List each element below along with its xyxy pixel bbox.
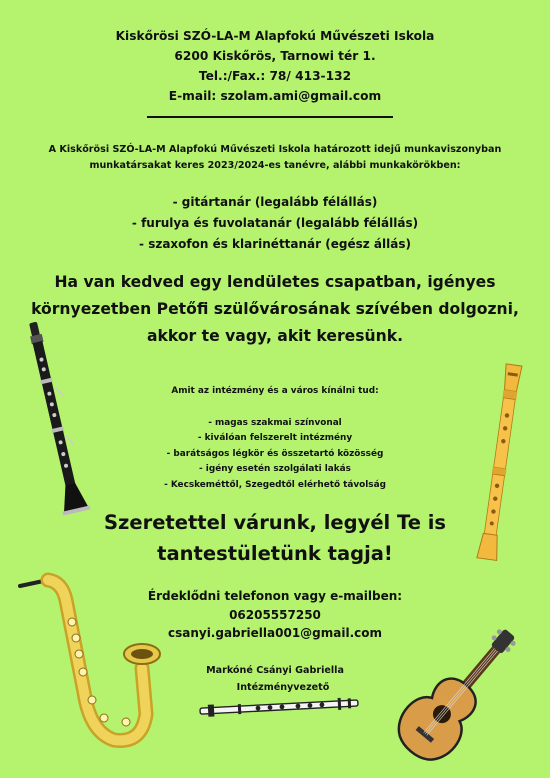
school-header — [0, 26, 550, 106]
offer-item: - magas szakmai színvonal — [208, 418, 342, 428]
welcome-line-1: Szeretettel várunk, legyél Te is — [103, 511, 447, 534]
headline-line-1: Ha van kedved egy lendületes csapatban, igényes — [54, 273, 496, 291]
offers-title: Amit az intézmény és a város kínálni tud: — [171, 386, 379, 396]
header-divider — [147, 116, 393, 118]
school-phone-fax: Tel.:/Fax.: 78/ 413-132 — [198, 69, 352, 83]
intro-text — [20, 142, 530, 174]
intro-line-1: A Kiskőrösi SZÓ-LA-M Alapfokú Művészeti Iskola határozott idejű munkaviszonyban — [48, 144, 502, 155]
intro-line-2: munkatársakat keres 2023/2024-es tanévre, alábbi munkakörökben: — [89, 160, 461, 171]
welcome-line-2: tantestületünk tagja! — [157, 542, 393, 565]
school-address: 6200 Kiskőrös, Tarnowi tér 1. — [174, 49, 376, 63]
school-email: E-mail: szolam.ami@gmail.com — [168, 89, 382, 103]
flute-icon — [198, 696, 362, 718]
clarinet-icon — [20, 318, 90, 518]
contact-email[interactable]: csanyi.gabriella001@gmail.com — [167, 626, 383, 640]
signature-title: Intézményvezető — [236, 682, 330, 693]
offer-item: - kiválóan felszerelt intézmény — [197, 433, 353, 444]
position-item: - gitártanár (legalább félállás) — [172, 195, 378, 209]
position-item: - szaxofon és klarinéttanár (egész állás) — [139, 237, 411, 251]
contact-phone[interactable]: 06205557250 — [229, 607, 321, 622]
offer-item: - igény esetén szolgálati lakás — [199, 464, 351, 475]
headline-line-2: környezetben Petőfi szülővárosának szívében dolgozni, — [31, 300, 519, 318]
saxophone-icon — [14, 572, 164, 762]
positions-list — [0, 192, 550, 255]
contact-label: Érdeklődni telefonon vagy e-mailben: — [147, 589, 403, 603]
position-item: - furulya és fuvolatanár (legalább félállás) — [131, 216, 419, 230]
recorder-icon — [470, 360, 530, 570]
offer-item: - Kecskeméttől, Szegedtől elérhető távolság — [164, 479, 386, 490]
signature-name: Markóné Csányi Gabriella — [206, 665, 344, 676]
headline-line-3: akkor te vagy, akit keresünk. — [147, 327, 403, 345]
offer-item: - barátságos légkör és összetartó közösség — [166, 448, 384, 459]
guitar-icon — [378, 620, 538, 770]
school-name: Kiskőrösi SZÓ-LA-M Alapfokú Művészeti Iskola — [115, 29, 435, 43]
